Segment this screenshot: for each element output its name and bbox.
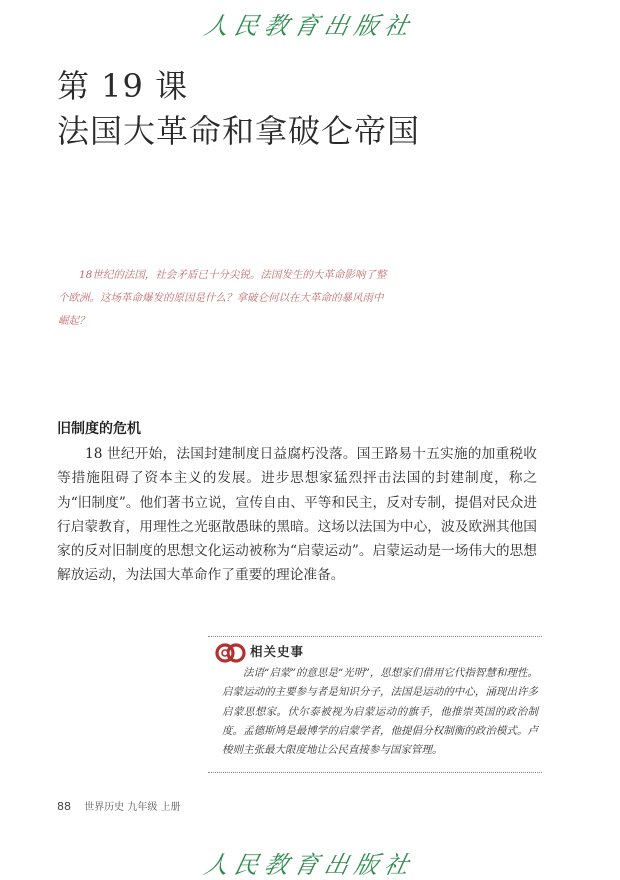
related-history-icon xyxy=(214,640,248,666)
publisher-name: 人民教育出版社 xyxy=(201,12,418,40)
book-title: 世界历史 九年级 上册 xyxy=(84,802,181,813)
lesson-intro xyxy=(58,264,388,333)
lesson-title xyxy=(57,64,577,154)
publisher-logo-top xyxy=(0,6,620,41)
section-heading: 旧制度的危机 xyxy=(57,421,141,437)
lesson-number: 第 19 课 xyxy=(57,67,189,105)
page-number: 88 xyxy=(57,800,71,813)
box-title: 相关史事 xyxy=(250,644,305,659)
box-text xyxy=(222,664,538,760)
box-bottom-divider xyxy=(208,772,542,773)
box-top-divider xyxy=(208,636,542,637)
lesson-name: 法国大革命和拿破仑帝国 xyxy=(57,112,421,150)
publisher-name: 人民教育出版社 xyxy=(201,851,418,879)
section-body xyxy=(57,442,537,588)
page-footer xyxy=(57,798,181,813)
publisher-logo-bottom xyxy=(0,845,620,880)
related-history-box xyxy=(208,636,542,772)
intro-text: 18世纪的法国，社会矛盾已十分尖锐。法国发生的大革命影响了整个欧洲。这场革命爆发的原因是什么？拿破仑何以在大革命的暴风雨中崛起？ xyxy=(58,269,387,327)
box-paragraph: 法语“启蒙”的意思是“光明”，思想家们借用它代指智慧和理性。启蒙运动的主要参与者是知识分子，法国是运动的中心，涌现出许多启蒙思想家。伏尔泰被视为启蒙运动的旗手，他推崇英国的政治制度。孟德斯鸠是最博学的启蒙学者，他提倡分权制衡的政治模式。卢梭则主张最大限度地让公民直接参与国家管理。 xyxy=(222,667,538,757)
body-paragraph: 18 世纪开始，法国封建制度日益腐朽没落。国王路易十五实施的加重税收等措施阻碍了资本主义的发展。进步思想家猛烈抨击法国的封建制度，称之为“旧制度”。他们著书立说，宣传自由、平等和民主，反对专制，提倡对民众进行启蒙教育，用理性之光驱散愚昧的黑暗。这场以法国为中心，波及欧洲其他国家的反对旧制度的思想文化运动被称为“启蒙运动”。启蒙运动是一场伟大的思想解放运动，为法国大革命作了重要的理论准备。 xyxy=(57,446,537,584)
